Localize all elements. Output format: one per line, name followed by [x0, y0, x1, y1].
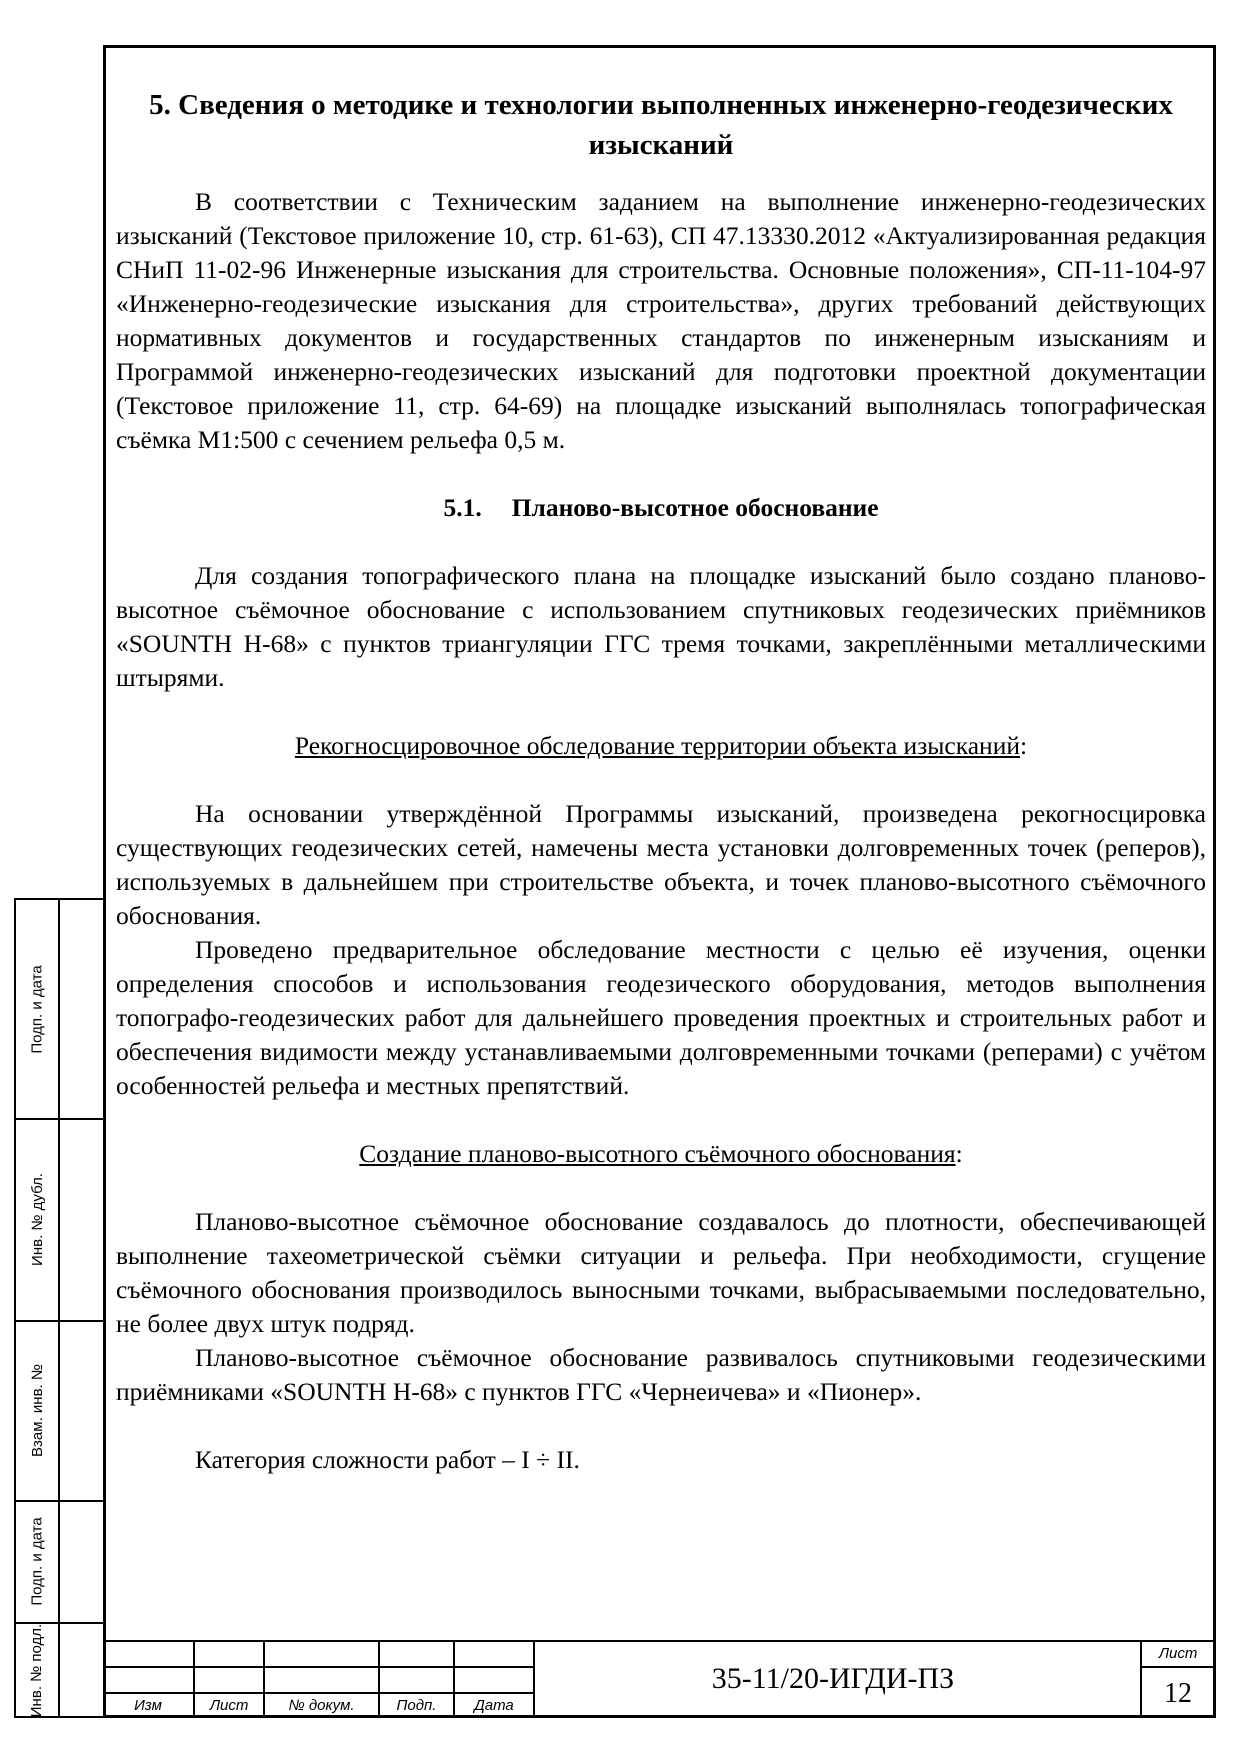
document-body: [116, 85, 1206, 1477]
paragraph-4: Планово-высотное съёмочное обоснование создавалось до плотности, обеспечивающей выполнение тахеометрической съёмки ситуации и рельефа. При необходимости, сгущение съёмочного обоснования производилось выносными точками, выбрасываемыми последовательно, не более двух штук подряд.: [116, 1207, 1206, 1338]
subheading-1-suffix: :: [1020, 731, 1028, 760]
side-label-sign-date: Подп. и дата: [28, 964, 46, 1054]
column-label-doc-number: № докум.: [288, 1697, 355, 1714]
intro-paragraph: В соответствии с Техническим заданием на выполнение инженерно-геодезических изысканий (Текстовое приложение 10, стр. 61-63), СП 47.13330.2012 «Актуализированная редакция СНиП 11-02-96 Инженерные изыскания для строительства. Основные положения», СП-11-104-97 «Инженерно-геодезические изыскания для строительства», других требований действующих нормативных документов и государственных стандартов по инженерным изысканиям и Программой инженерно-геодезических изысканий для подготовки проектной документации (Текстовое приложение 11, стр. 64-69) на площадке изысканий выполнялась топографическая съёмка М1:500 с сечением рельефа 0,5 м.: [116, 187, 1206, 454]
sheet-number: 12: [1164, 1678, 1192, 1709]
paragraph-3: Проведено предварительное обследование местности с целью её изучения, оценки определения способов и использования геодезического оборудования, методов выполнения топографо-геодезических работ для дальнейшего проведения проектных и строительных работ и обеспечения видимости между устанавливаемыми долговременными точками (реперами) с учётом особенностей рельефа и местных препятствий.: [116, 935, 1206, 1100]
column-label-sheet: Лист: [209, 1697, 249, 1714]
side-label-sign-date-2: Подп. и дата: [28, 1516, 46, 1606]
side-label-dup-inv: Инв. № дубл.: [28, 1172, 46, 1266]
side-stamp-strip: [14, 898, 103, 1718]
side-label-orig-inv: Инв. № подл.: [28, 1623, 46, 1717]
column-label-date: Дата: [474, 1697, 514, 1714]
paragraph-6: Категория сложности работ – I ÷ II.: [195, 1445, 580, 1474]
side-label-replace-inv: Взам. инв. №: [28, 1363, 46, 1457]
subheading-1: [116, 729, 1206, 763]
document-code: 35-11/20-ИГДИ-ПЗ: [711, 1662, 955, 1695]
column-label-change: Изм: [134, 1697, 162, 1714]
paragraph-2: На основании утверждённой Программы изысканий, произведена рекогносцировка существующих геодезических сетей, намечены места установки долговременных точек (реперов), используемых в дальнейшем при строительстве объекта, и точек планово-высотного съёмочного обоснования.: [116, 799, 1206, 930]
subheading-2: [116, 1137, 1206, 1171]
title-block: [103, 1640, 1216, 1718]
subheading-2-suffix: :: [955, 1139, 963, 1168]
paragraph-5: Планово-высотное съёмочное обоснование развивалось спутниковыми геодезическими приёмниками «SOUNTH H-68» с пунктов ГГС «Чернеичева» и «Пионер».: [116, 1343, 1206, 1406]
subheading-1-text: Рекогносцировочное обследование территории объекта изысканий: [294, 731, 1020, 760]
column-label-signature: Подп.: [396, 1697, 437, 1714]
subheading-2-text: Создание планово-высотного съёмочного обоснования: [359, 1139, 956, 1168]
page-heading: 5. Сведения о методике и технологии выполненных инженерно-геодезических изысканий: [149, 89, 1173, 161]
sheet-label: Лист: [1158, 1645, 1198, 1662]
section-heading: [116, 491, 1206, 525]
section-title: Планово-высотное обоснование: [511, 493, 879, 522]
paragraph-1: Для создания топографического плана на площадке изысканий было создано планово-высотное съёмочное обоснование с использованием спутниковых геодезических приёмников «SOUNTH H-68» с пунктов триангуляции ГГС тремя точками, закреплёнными металлическими штырями.: [116, 561, 1206, 692]
section-number: 5.1.: [443, 493, 482, 522]
